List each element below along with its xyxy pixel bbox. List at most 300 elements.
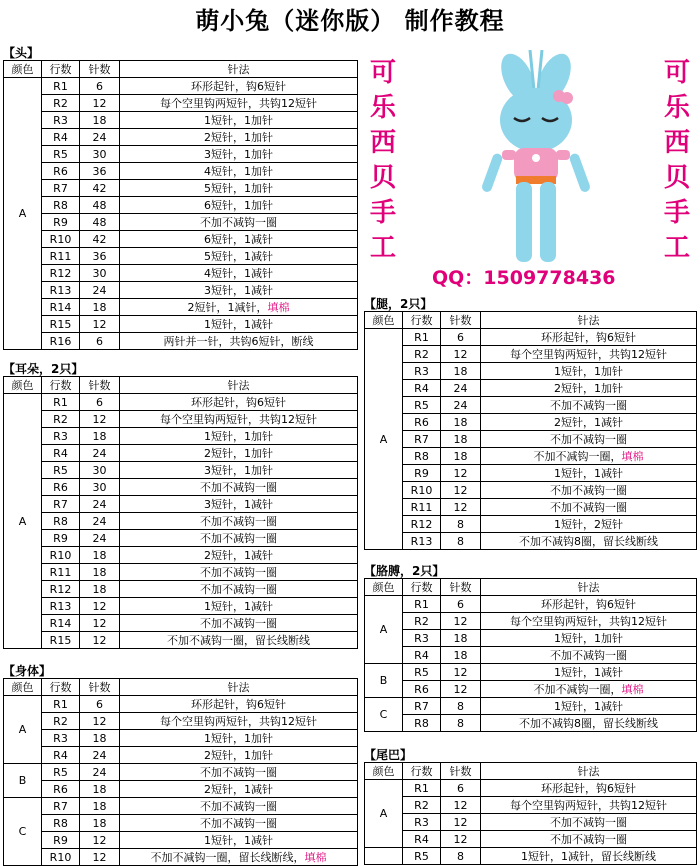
row-number-cell: R9 — [42, 530, 80, 547]
side-text-char: 可 — [663, 58, 690, 88]
header-row: 行数 — [403, 312, 441, 329]
stitch-count-cell: 36 — [80, 248, 120, 265]
header-color: 颜色 — [4, 377, 42, 394]
table-row — [4, 781, 358, 798]
stitch-count-cell: 24 — [441, 380, 481, 397]
table-row — [4, 547, 358, 564]
row-number-cell: R11 — [403, 499, 441, 516]
stitch-count-cell: 24 — [80, 496, 120, 513]
table-row — [365, 363, 697, 380]
stitch-count-cell: 42 — [80, 231, 120, 248]
table-row — [4, 615, 358, 632]
method-text: 3短针，1减针 — [204, 283, 273, 297]
table-row — [4, 832, 358, 849]
stitch-count-cell: 48 — [80, 197, 120, 214]
header-count: 针数 — [441, 763, 481, 780]
color-cell — [365, 848, 403, 865]
table-row — [365, 448, 697, 465]
table-row — [365, 380, 697, 397]
side-text-left — [368, 56, 398, 266]
method-text: 不加不减钩一圈 — [200, 582, 277, 596]
method-text: 不加不减钩一圈 — [200, 531, 277, 545]
stitch-count-cell: 12 — [80, 411, 120, 428]
row-number-cell: R14 — [42, 615, 80, 632]
row-number-cell: R6 — [42, 781, 80, 798]
table-row — [4, 214, 358, 231]
stitch-count-cell: 18 — [80, 564, 120, 581]
method-text: 1短针，1加针 — [554, 631, 623, 645]
stitch-count-cell: 12 — [441, 482, 481, 499]
method-text: 环形起针，钩6短针 — [541, 330, 636, 344]
header-count: 针数 — [80, 61, 120, 78]
table-row — [4, 333, 358, 350]
stuffing-note: 填棉 — [267, 300, 290, 314]
stitch-count-cell: 30 — [80, 265, 120, 282]
table-row — [4, 180, 358, 197]
method-cell — [120, 197, 358, 214]
method-cell — [481, 516, 697, 533]
row-number-cell: R12 — [42, 581, 80, 598]
method-cell — [120, 564, 358, 581]
table-row — [4, 747, 358, 764]
row-number-cell: R8 — [403, 448, 441, 465]
stitch-count-cell: 24 — [80, 282, 120, 299]
method-cell — [481, 647, 697, 664]
method-cell — [481, 414, 697, 431]
method-cell — [481, 363, 697, 380]
row-number-cell: R7 — [42, 798, 80, 815]
row-number-cell: R5 — [403, 397, 441, 414]
stitch-count-cell: 8 — [441, 516, 481, 533]
method-cell — [481, 499, 697, 516]
row-number-cell: R9 — [42, 214, 80, 231]
stitch-count-cell: 12 — [80, 95, 120, 112]
row-number-cell: R2 — [403, 346, 441, 363]
body-section — [3, 664, 358, 866]
row-number-cell: R6 — [403, 681, 441, 698]
header-count: 针数 — [441, 579, 481, 596]
row-number-cell: R2 — [403, 613, 441, 630]
row-number-cell: R5 — [403, 664, 441, 681]
method-text: 5短针，1加针 — [204, 181, 273, 195]
table-row — [4, 299, 358, 316]
header-row: 行数 — [42, 61, 80, 78]
method-cell — [120, 146, 358, 163]
stitch-count-cell: 12 — [80, 316, 120, 333]
stitch-count-cell: 12 — [441, 346, 481, 363]
method-cell — [481, 814, 697, 831]
side-text-char: 贝 — [663, 163, 690, 193]
stitch-count-cell: 6 — [80, 78, 120, 95]
method-text: 3短针，1加针 — [204, 463, 273, 477]
stitch-count-cell: 12 — [441, 664, 481, 681]
header-row: 行数 — [42, 679, 80, 696]
method-text: 3短针，1加针 — [204, 147, 273, 161]
table-row — [4, 316, 358, 333]
table-row — [4, 764, 358, 781]
method-text: 不加不减钩8圈，留长线断线 — [519, 716, 658, 730]
method-cell — [120, 747, 358, 764]
table-row — [4, 231, 358, 248]
table-row — [4, 411, 358, 428]
header-method: 针法 — [481, 579, 697, 596]
stitch-count-cell: 24 — [80, 513, 120, 530]
row-number-cell: R3 — [42, 730, 80, 747]
method-cell — [120, 696, 358, 713]
row-number-cell: R14 — [42, 299, 80, 316]
header-row: 行数 — [403, 579, 441, 596]
stitch-count-cell: 8 — [441, 698, 481, 715]
method-text: 每个空里钩两短针，共钩12短针 — [160, 412, 317, 426]
color-cell: C — [365, 698, 403, 732]
side-text-char: 手 — [663, 198, 690, 228]
row-number-cell: R5 — [42, 764, 80, 781]
method-cell — [481, 613, 697, 630]
color-cell: A — [4, 78, 42, 350]
table-row — [4, 197, 358, 214]
method-cell — [120, 316, 358, 333]
table-header-row — [4, 61, 358, 78]
row-number-cell: R3 — [403, 630, 441, 647]
stitch-count-cell: 24 — [80, 747, 120, 764]
table-row — [365, 397, 697, 414]
method-text: 3短针，1减针 — [204, 497, 273, 511]
stitch-count-cell: 12 — [80, 598, 120, 615]
table-row — [365, 414, 697, 431]
stuffing-note: 填棉 — [304, 850, 327, 864]
stitch-count-cell: 6 — [441, 596, 481, 613]
color-cell: C — [4, 798, 42, 866]
stitch-count-cell: 12 — [80, 713, 120, 730]
tail-section — [364, 748, 697, 865]
method-cell — [481, 715, 697, 732]
side-text-char: 乐 — [663, 93, 690, 123]
method-cell — [481, 681, 697, 698]
stitch-count-cell: 18 — [441, 363, 481, 380]
table-row — [365, 499, 697, 516]
method-text: 4短针，1加针 — [204, 164, 273, 178]
row-number-cell: R8 — [42, 513, 80, 530]
method-cell — [120, 180, 358, 197]
table-row — [365, 797, 697, 814]
stitch-count-cell: 18 — [80, 112, 120, 129]
row-number-cell: R10 — [42, 849, 80, 866]
method-text: 不加不减钩一圈 — [200, 616, 277, 630]
row-number-cell: R1 — [403, 780, 441, 797]
method-cell — [481, 533, 697, 550]
method-text: 不加不减钩一圈 — [200, 765, 277, 779]
method-text: 1短针，2短针 — [554, 517, 623, 531]
table-row — [365, 482, 697, 499]
stitch-count-cell: 24 — [80, 530, 120, 547]
body-section-title: 【身体】 — [3, 664, 52, 678]
table-header-row — [365, 312, 697, 329]
method-text: 2短针，1减针 — [204, 782, 273, 796]
arms-section — [364, 564, 697, 732]
ears-section — [3, 362, 358, 649]
table-row — [4, 632, 358, 649]
method-text: 5短针，1减针 — [204, 249, 273, 263]
method-cell — [481, 329, 697, 346]
header-count: 针数 — [80, 377, 120, 394]
table-header-row — [4, 679, 358, 696]
method-text: 1短针，1加针 — [204, 113, 273, 127]
row-number-cell: R2 — [42, 95, 80, 112]
stitch-count-cell: 18 — [80, 781, 120, 798]
method-text: 不加不减钩一圈 — [200, 799, 277, 813]
method-cell — [481, 848, 697, 865]
stitch-count-cell: 18 — [441, 630, 481, 647]
stitch-count-cell: 18 — [441, 448, 481, 465]
arms-table — [364, 578, 697, 732]
row-number-cell: R15 — [42, 632, 80, 649]
table-row — [4, 849, 358, 866]
table-row — [4, 713, 358, 730]
stitch-count-cell: 48 — [80, 214, 120, 231]
body-table — [3, 678, 358, 866]
method-text: 1短针，1减针，留长线断线 — [521, 849, 656, 863]
row-number-cell: R7 — [42, 496, 80, 513]
stitch-count-cell: 42 — [80, 180, 120, 197]
method-text: 1短针，1加针 — [204, 429, 273, 443]
page-title: 萌小兔（迷你版） 制作教程 — [195, 7, 505, 35]
method-cell — [120, 112, 358, 129]
method-text: 2短针，1减针 — [554, 415, 623, 429]
method-cell — [120, 713, 358, 730]
method-cell — [120, 832, 358, 849]
stitch-count-cell: 12 — [80, 849, 120, 866]
table-row — [4, 462, 358, 479]
table-row — [365, 533, 697, 550]
table-row — [4, 428, 358, 445]
method-cell — [120, 581, 358, 598]
table-row — [4, 282, 358, 299]
stitch-count-cell: 12 — [441, 681, 481, 698]
row-number-cell: R13 — [403, 533, 441, 550]
qq-contact: QQ：1509778436 — [432, 267, 616, 289]
color-cell: A — [365, 780, 403, 848]
table-header-row — [4, 377, 358, 394]
row-number-cell: R4 — [403, 831, 441, 848]
method-cell — [120, 445, 358, 462]
row-number-cell: R5 — [42, 146, 80, 163]
row-number-cell: R5 — [42, 462, 80, 479]
table-row — [365, 681, 697, 698]
header-method: 针法 — [481, 312, 697, 329]
method-text: 不加不减钩一圈，留长线断线， — [150, 850, 305, 864]
table-row — [4, 598, 358, 615]
table-row — [365, 329, 697, 346]
method-cell — [120, 214, 358, 231]
side-text-char: 工 — [663, 233, 690, 263]
table-row — [365, 431, 697, 448]
row-number-cell: R5 — [403, 848, 441, 865]
method-cell — [120, 781, 358, 798]
method-text: 不加不减钩一圈 — [550, 500, 627, 514]
method-text: 1短针，1加针 — [204, 731, 273, 745]
method-cell — [481, 431, 697, 448]
ears-table — [3, 376, 358, 649]
stitch-count-cell: 12 — [80, 615, 120, 632]
bunny-doll-photo — [426, 50, 646, 265]
method-text: 两针并一针，共钩6短针，断线 — [163, 334, 314, 348]
method-cell — [481, 664, 697, 681]
row-number-cell: R6 — [42, 479, 80, 496]
method-cell — [120, 95, 358, 112]
table-row — [4, 112, 358, 129]
row-number-cell: R1 — [42, 78, 80, 95]
table-row — [365, 715, 697, 732]
method-text: 1短针，1加针 — [554, 364, 623, 378]
row-number-cell: R1 — [42, 696, 80, 713]
row-number-cell: R10 — [42, 231, 80, 248]
method-text: 不加不减钩8圈，留长线断线 — [519, 534, 658, 548]
method-cell — [120, 513, 358, 530]
method-text: 不加不减钩一圈， — [533, 682, 622, 696]
row-number-cell: R13 — [42, 598, 80, 615]
method-cell — [120, 462, 358, 479]
method-text: 2短针，1加针 — [204, 130, 273, 144]
stitch-count-cell: 24 — [80, 445, 120, 462]
stitch-count-cell: 18 — [441, 431, 481, 448]
method-text: 不加不减钩一圈 — [550, 432, 627, 446]
header-color: 颜色 — [365, 312, 403, 329]
method-cell — [120, 163, 358, 180]
table-row — [4, 581, 358, 598]
method-text: 1短针，1减针 — [554, 665, 623, 679]
stitch-count-cell: 12 — [441, 499, 481, 516]
method-text: 不加不减钩一圈 — [550, 815, 627, 829]
method-cell — [481, 698, 697, 715]
method-text: 不加不减钩一圈， — [533, 449, 622, 463]
table-row — [365, 647, 697, 664]
row-number-cell: R13 — [42, 282, 80, 299]
row-number-cell: R9 — [403, 465, 441, 482]
stitch-count-cell: 36 — [80, 163, 120, 180]
row-number-cell: R12 — [42, 265, 80, 282]
row-number-cell: R1 — [403, 329, 441, 346]
stitch-count-cell: 8 — [441, 848, 481, 865]
row-number-cell: R7 — [403, 698, 441, 715]
row-number-cell: R3 — [403, 814, 441, 831]
method-cell — [481, 397, 697, 414]
table-row — [4, 730, 358, 747]
stitch-count-cell: 24 — [441, 397, 481, 414]
header-row: 行数 — [42, 377, 80, 394]
header-method: 针法 — [120, 377, 358, 394]
table-row — [4, 248, 358, 265]
method-text: 2短针，1减针， — [187, 300, 268, 314]
method-text: 不加不减钩一圈 — [200, 565, 277, 579]
row-number-cell: R7 — [42, 180, 80, 197]
row-number-cell: R3 — [42, 428, 80, 445]
stitch-count-cell: 6 — [441, 780, 481, 797]
method-text: 环形起针，钩6短针 — [191, 79, 286, 93]
method-cell — [120, 248, 358, 265]
header-count: 针数 — [441, 312, 481, 329]
table-row — [4, 265, 358, 282]
method-text: 4短针，1减针 — [204, 266, 273, 280]
row-number-cell: R9 — [42, 832, 80, 849]
row-number-cell: R6 — [403, 414, 441, 431]
table-row — [4, 95, 358, 112]
head-section-title: 【头】 — [3, 46, 40, 60]
table-row — [4, 513, 358, 530]
color-cell: A — [4, 394, 42, 649]
bunny-doll-image — [481, 50, 592, 262]
row-number-cell: R3 — [42, 112, 80, 129]
table-row — [4, 530, 358, 547]
method-text: 不加不减钩一圈 — [200, 480, 277, 494]
color-cell: A — [365, 329, 403, 550]
row-number-cell: R4 — [42, 747, 80, 764]
table-row — [365, 831, 697, 848]
method-text: 环形起针，钩6短针 — [191, 697, 286, 711]
head-table — [3, 60, 358, 350]
method-cell — [481, 465, 697, 482]
row-number-cell: R4 — [42, 445, 80, 462]
header-color: 颜色 — [365, 579, 403, 596]
side-text-char: 手 — [369, 198, 396, 228]
head-section — [3, 46, 358, 350]
method-cell — [120, 394, 358, 411]
method-text: 不加不减钩一圈 — [200, 514, 277, 528]
stitch-count-cell: 12 — [441, 613, 481, 630]
stitch-count-cell: 18 — [80, 299, 120, 316]
stuffing-note: 填棉 — [621, 682, 644, 696]
header-count: 针数 — [80, 679, 120, 696]
table-header-row — [365, 579, 697, 596]
method-text: 环形起针，钩6短针 — [541, 597, 636, 611]
table-row — [365, 848, 697, 865]
table-row — [4, 129, 358, 146]
method-cell — [120, 615, 358, 632]
method-text: 每个空里钩两短针，共钩12短针 — [510, 614, 667, 628]
stitch-count-cell: 6 — [441, 329, 481, 346]
method-text: 1短针，1减针 — [204, 833, 273, 847]
method-cell — [120, 265, 358, 282]
method-text: 每个空里钩两短针，共钩12短针 — [510, 798, 667, 812]
method-text: 环形起针，钩6短针 — [191, 395, 286, 409]
method-text: 2短针，1加针 — [204, 748, 273, 762]
table-row — [4, 479, 358, 496]
method-cell — [481, 448, 697, 465]
row-number-cell: R7 — [403, 431, 441, 448]
table-row — [4, 696, 358, 713]
method-text: 不加不减钩一圈 — [550, 398, 627, 412]
table-row — [4, 798, 358, 815]
method-cell — [120, 849, 358, 866]
stitch-count-cell: 18 — [441, 414, 481, 431]
method-cell — [120, 428, 358, 445]
header-row: 行数 — [403, 763, 441, 780]
tail-table — [364, 762, 697, 865]
color-cell: B — [4, 764, 42, 798]
method-cell — [120, 282, 358, 299]
side-text-char: 工 — [369, 233, 396, 263]
method-cell — [120, 479, 358, 496]
method-cell — [120, 547, 358, 564]
stitch-count-cell: 6 — [80, 696, 120, 713]
stitch-count-cell: 18 — [80, 798, 120, 815]
table-header-row — [365, 763, 697, 780]
stitch-count-cell: 8 — [441, 533, 481, 550]
method-cell — [120, 598, 358, 615]
table-row — [4, 146, 358, 163]
table-row — [365, 465, 697, 482]
side-text-right — [662, 56, 692, 266]
stitch-count-cell: 6 — [80, 333, 120, 350]
